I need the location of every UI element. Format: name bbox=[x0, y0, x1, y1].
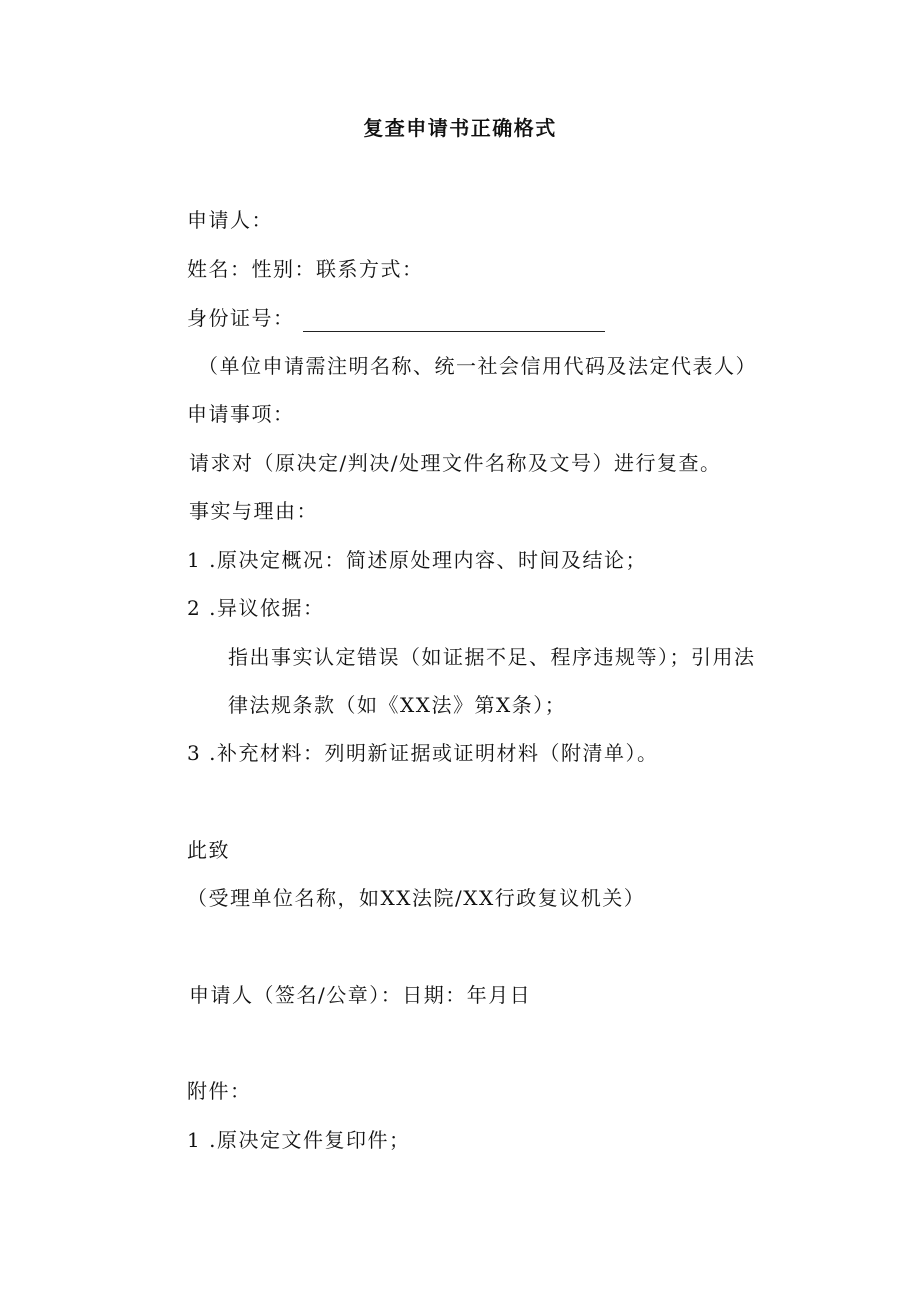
id-number-blank bbox=[303, 309, 605, 332]
closing-salutation: 此致 bbox=[187, 838, 230, 862]
id-number-label: 身份证号： bbox=[187, 306, 295, 330]
facts-item-2-detail-1: 指出事实认定错误（如证据不足、程序违规等）；引用法 bbox=[228, 645, 756, 669]
facts-item-3: 3 .补充材料：列明新证据或证明材料（附清单）。 bbox=[187, 741, 659, 765]
matters-heading: 申请事项： bbox=[187, 402, 295, 426]
facts-item-1: 1 .原决定概况：简述原处理内容、时间及结论； bbox=[187, 548, 647, 572]
matters-request: 请求对（原决定/判决/处理文件名称及文号）进行复查。 bbox=[189, 451, 722, 475]
attachments-item-1: 1 .原决定文件复印件； bbox=[187, 1128, 411, 1152]
closing-recipient: （受理单位名称，如XX法院/XX行政复议机关） bbox=[187, 886, 646, 910]
facts-item-2-detail-2: 律法规条款（如《XX法》第X条）； bbox=[228, 693, 567, 717]
document-title: 复查申请书正确格式 bbox=[363, 116, 557, 140]
attachments-heading: 附件： bbox=[187, 1079, 252, 1103]
signature-line: 申请人（签名/公章）：日期：年月日 bbox=[189, 983, 532, 1007]
id-number-line bbox=[187, 304, 605, 332]
organization-note: （单位申请需注明名称、统一社会信用代码及法定代表人） bbox=[198, 354, 757, 378]
applicant-name-line: 姓名：性别：联系方式： bbox=[187, 257, 424, 281]
facts-heading: 事实与理由： bbox=[189, 499, 318, 523]
facts-item-2: 2 .异议依据： bbox=[187, 596, 325, 620]
applicant-heading: 申请人： bbox=[187, 208, 273, 232]
